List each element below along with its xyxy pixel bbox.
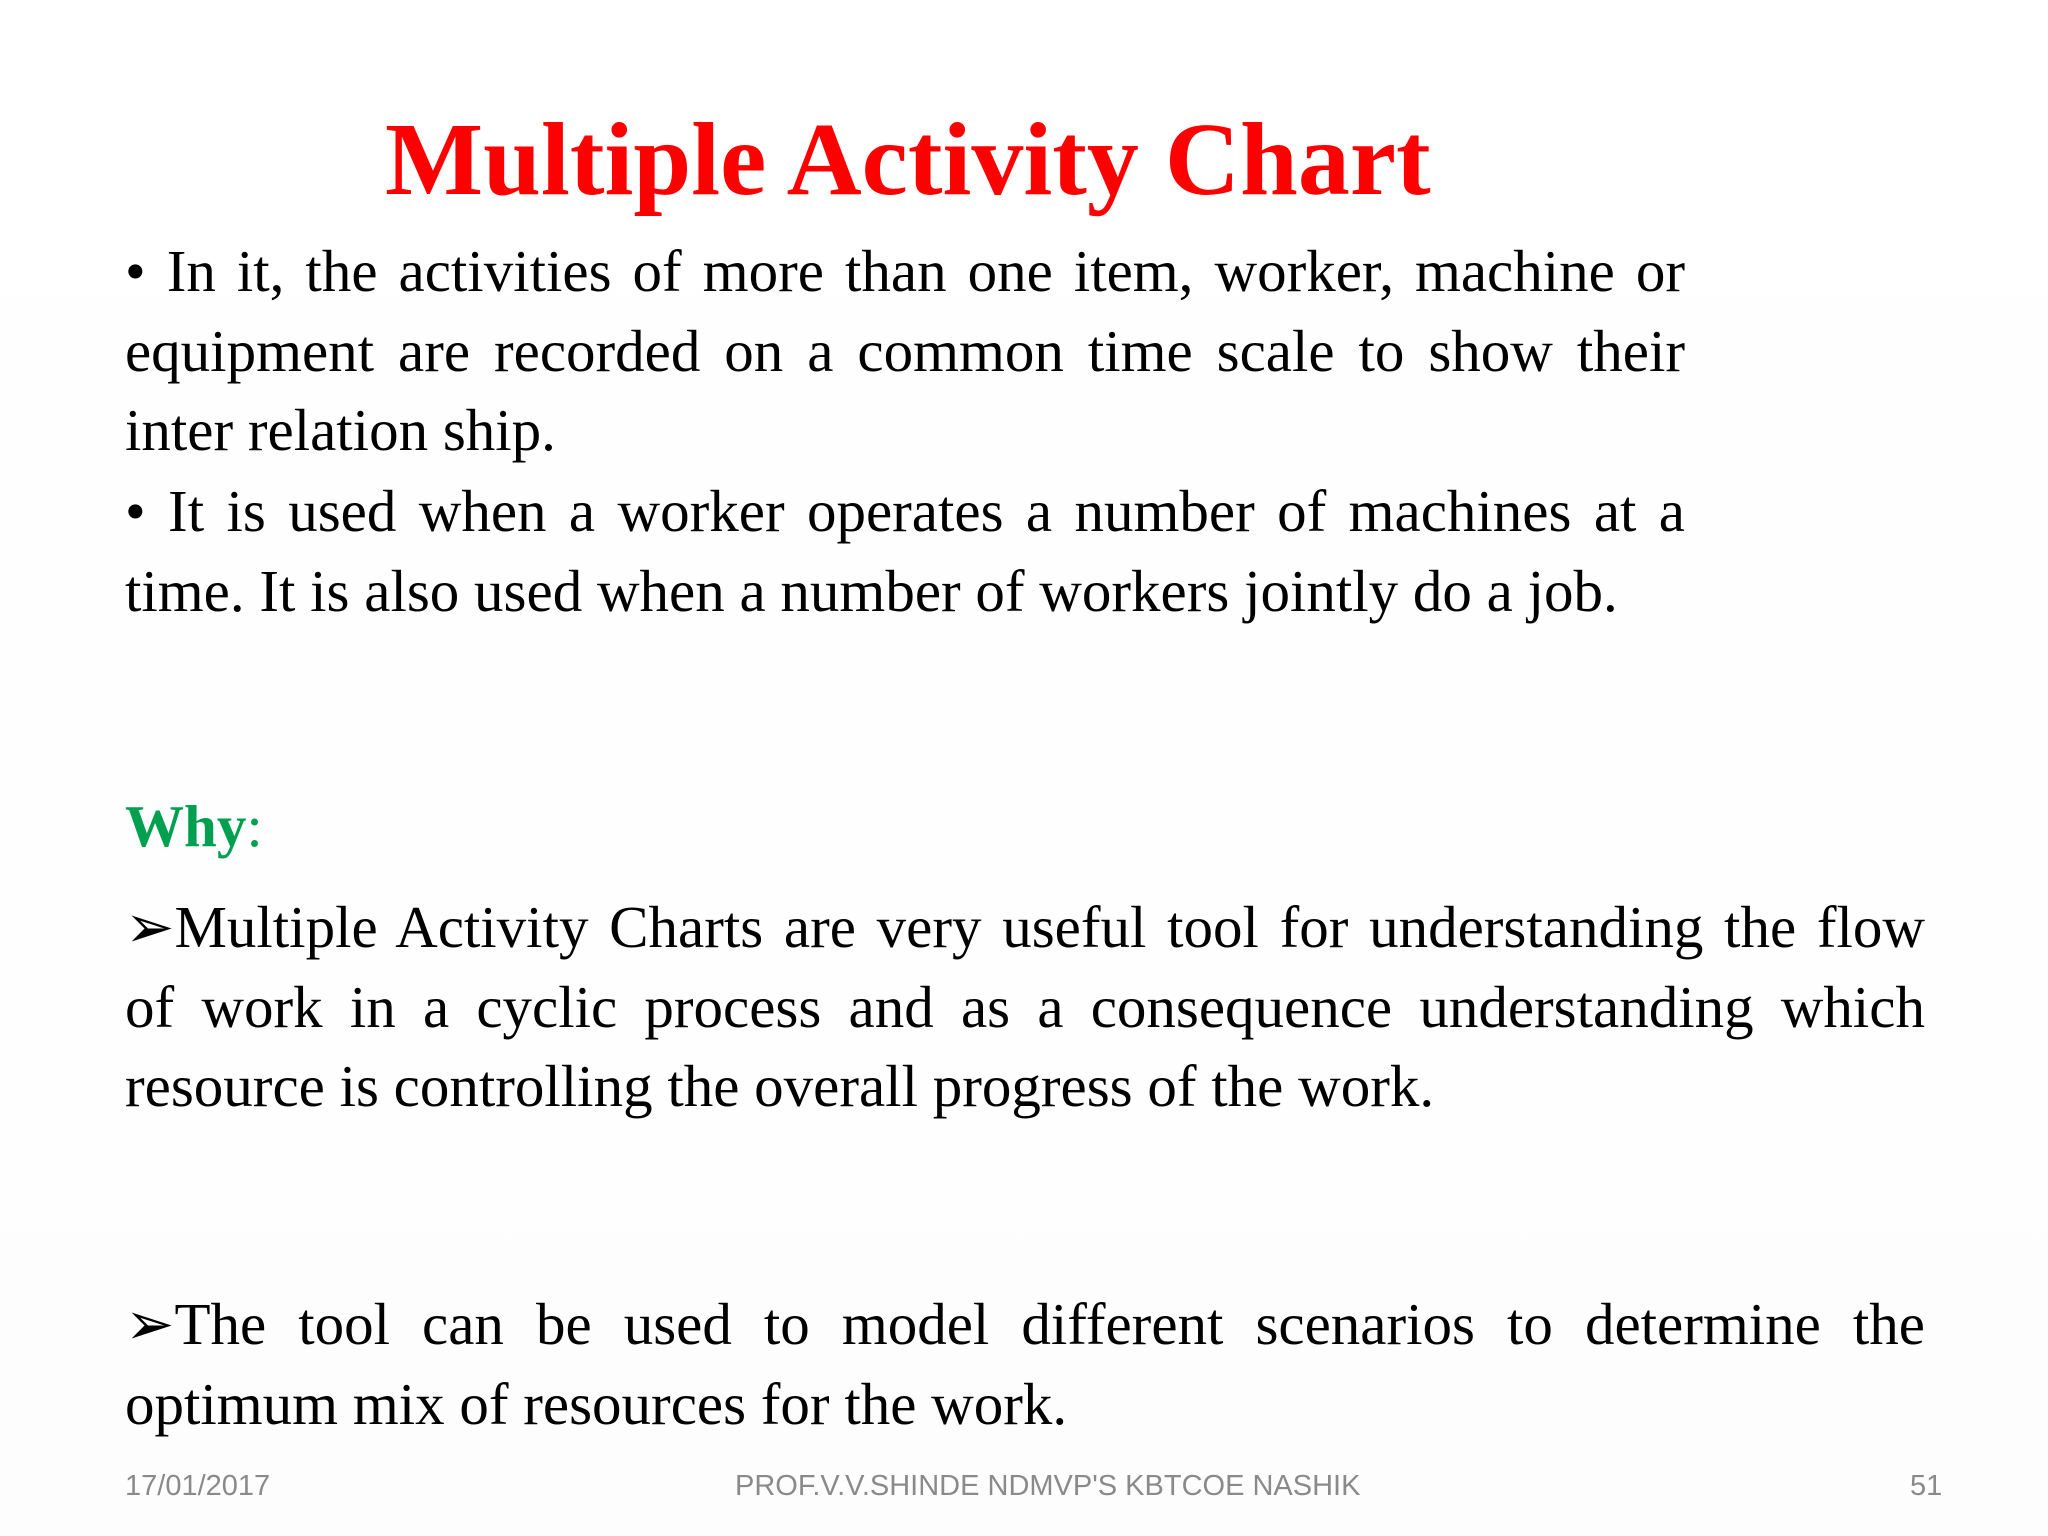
bullet-text: It is used when a worker operates a number of machines at a time. It is also used when a number of workers jointly do a job. (125, 478, 1685, 624)
bullet-marker: • (125, 238, 146, 304)
arrow-bullet-icon: ➢ (125, 1291, 175, 1357)
why-colon: : (246, 793, 263, 859)
footer-author: PROF.V.V.SHINDE NDMVP'S KBTCOE NASHIK (735, 1470, 1361, 1502)
bullet-paragraph-1 (125, 232, 1685, 471)
arrow-point-1 (125, 888, 1925, 1127)
arrow-bullet-icon: ➢ (125, 894, 175, 960)
footer-page-number: 51 (1910, 1470, 1943, 1502)
arrow-point-text: The tool can be used to model different scenarios to determine the optimum mix of resources for the work. (125, 1291, 1925, 1437)
slide-title: Multiple Activity Chart (385, 102, 1431, 217)
footer-date: 17/01/2017 (125, 1470, 271, 1502)
arrow-point-2 (125, 1285, 1925, 1444)
bullet-paragraph-2 (125, 472, 1685, 631)
why-label: Why (125, 793, 247, 859)
arrow-point-text: Multiple Activity Charts are very useful tool for understanding the flow of work in a cyclic process and as a consequence understanding which resource is controlling the overall progress of the work. (125, 894, 1925, 1119)
bullet-marker: • (125, 478, 146, 544)
why-heading (125, 786, 263, 866)
bullet-text: In it, the activities of more than one item, worker, machine or equipment are recorded on a common time scale to show their inter relation ship. (125, 238, 1685, 463)
